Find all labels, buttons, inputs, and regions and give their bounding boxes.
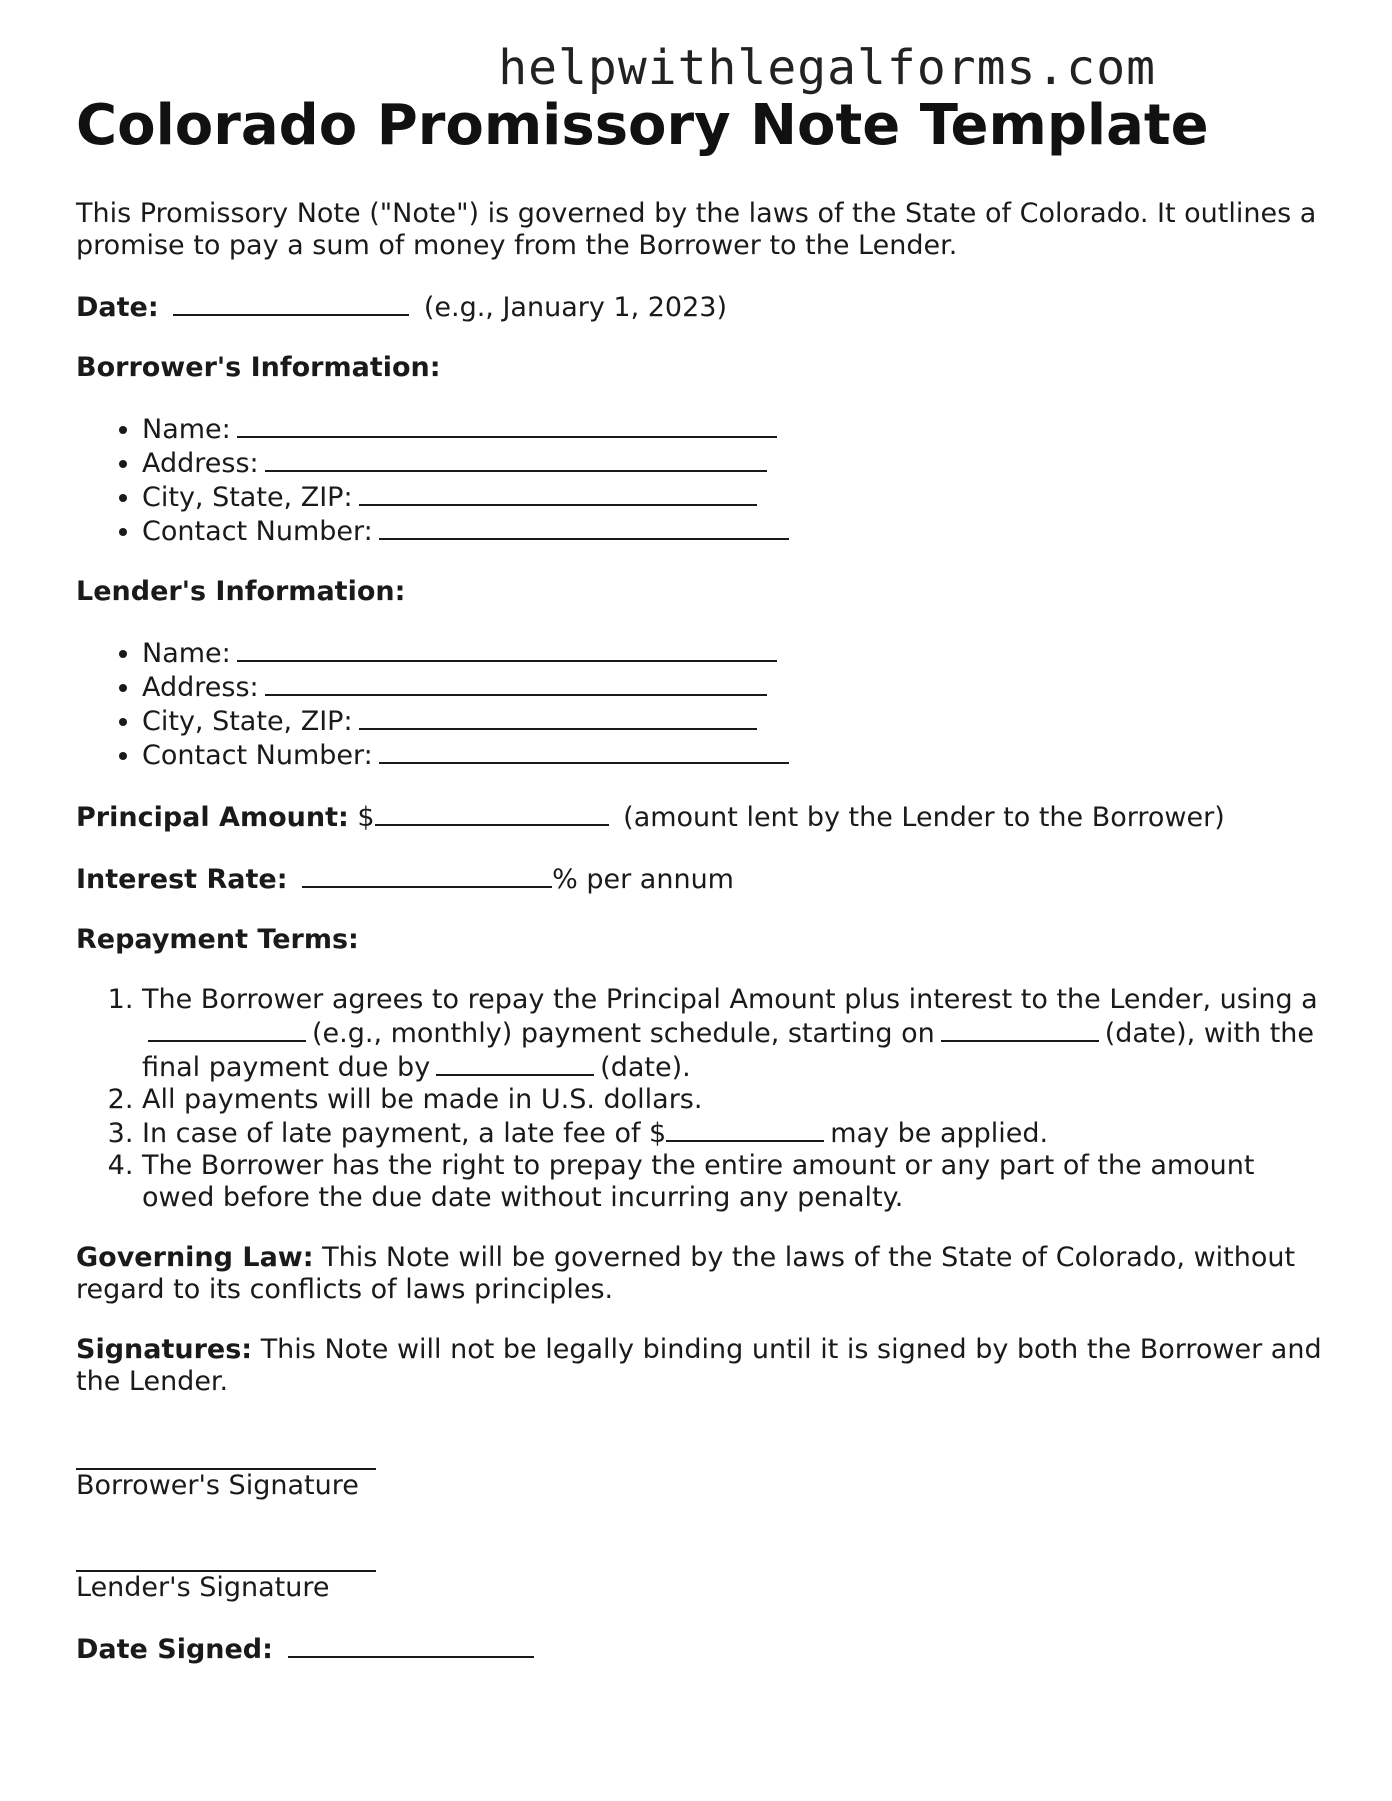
lender-address-item (142, 670, 1326, 704)
term1-text-a: The Borrower agrees to repay the Principal Amount plus interest to the Lender, using a (142, 984, 1318, 1015)
lender-address-label: Address: (142, 672, 259, 703)
principal-field[interactable] (375, 800, 609, 826)
repayment-term-2: 2. All payments will be made in U.S. dollars. (142, 1084, 1326, 1116)
final-date-field[interactable] (436, 1050, 594, 1076)
borrower-heading: Borrower's Information: (76, 352, 441, 383)
lender-city-label: City, State, ZIP: (142, 706, 353, 737)
borrower-fields (76, 412, 1326, 548)
repayment-term-1 (142, 984, 1326, 1084)
intro-paragraph: This Promissory Note ("Note") is governed by the laws of the State of Colorado. It outlines a promise to pay a sum of money from the Borrower to the Lender. (76, 198, 1317, 261)
borrower-name-item (142, 412, 1326, 446)
principal-line (76, 800, 1326, 834)
lender-heading: Lender's Information: (76, 576, 406, 607)
interest-field[interactable] (302, 862, 552, 888)
lender-signature-label: Lender's Signature (76, 1572, 330, 1603)
governing-law (76, 1242, 1326, 1306)
date-signed-label: Date Signed: (76, 1634, 273, 1665)
borrower-name-label: Name: (142, 414, 231, 445)
borrower-address-field[interactable] (265, 446, 767, 472)
lender-contact-label: Contact Number: (142, 740, 373, 771)
date-signed-line (76, 1632, 1326, 1666)
lender-name-item (142, 636, 1326, 670)
borrower-contact-label: Contact Number: (142, 516, 373, 547)
lender-contact-item (142, 738, 1326, 772)
borrower-contact-item (142, 514, 1326, 548)
borrower-city-label: City, State, ZIP: (142, 482, 353, 513)
date-hint: (e.g., January 1, 2023) (423, 292, 727, 323)
borrower-address-label: Address: (142, 448, 259, 479)
borrower-address-item (142, 446, 1326, 480)
principal-hint: (amount lent by the Lender to the Borrower) (623, 802, 1225, 833)
repayment-terms (76, 984, 1326, 1214)
borrower-city-field[interactable] (359, 480, 757, 506)
date-signed-field[interactable] (288, 1632, 534, 1658)
lender-contact-field[interactable] (379, 738, 789, 764)
term1-text-c: (date), with the final payment due by (142, 1018, 1315, 1083)
borrower-contact-field[interactable] (379, 514, 789, 540)
signatures-label: Signatures: (76, 1334, 253, 1365)
governing-law-text: This Note will be governed by the laws of the State of Colorado, without regard to its conflicts of laws principles. (76, 1242, 1296, 1305)
lender-city-item (142, 704, 1326, 738)
signatures-paragraph (76, 1334, 1326, 1398)
lender-name-field[interactable] (237, 636, 777, 662)
borrower-signature-line[interactable] (76, 1446, 376, 1470)
document-title: Colorado Promissory Note Template (76, 93, 1209, 158)
term1-text-b: (e.g., monthly) payment schedule, starting on (312, 1018, 935, 1049)
term1-text-d: (date). (600, 1052, 691, 1083)
late-fee-field[interactable] (666, 1116, 824, 1142)
lender-fields (76, 636, 1326, 772)
date-line (76, 290, 1326, 324)
borrower-city-item (142, 480, 1326, 514)
interest-label: Interest Rate: (76, 864, 288, 895)
signatures-text: This Note will not be legally binding until it is signed by both the Borrower and the Lender. (76, 1334, 1322, 1397)
signature-block (76, 1446, 1326, 1604)
lender-name-label: Name: (142, 638, 231, 669)
interest-suffix: % per annum (552, 864, 734, 895)
repayment-term-4: 4. The Borrower has the right to prepay the entire amount or any part of the amount owed before the due date without incurring any penalty. (142, 1150, 1326, 1214)
lender-address-field[interactable] (265, 670, 767, 696)
term3-text-a: In case of late payment, a late fee of $ (142, 1118, 667, 1149)
interest-line (76, 862, 1326, 896)
start-date-field[interactable] (941, 1016, 1099, 1042)
governing-law-label: Governing Law: (76, 1242, 314, 1273)
repayment-term-3 (142, 1116, 1326, 1150)
document-body (76, 198, 1326, 1694)
site-header: helpwithlegalforms.com (498, 40, 1156, 96)
lender-signature-line[interactable] (76, 1548, 376, 1572)
term3-text-b: may be applied. (830, 1118, 1049, 1149)
principal-prefix: $ (357, 802, 375, 833)
borrower-name-field[interactable] (237, 412, 777, 438)
principal-label: Principal Amount: (76, 802, 349, 833)
repayment-heading: Repayment Terms: (76, 924, 359, 955)
date-label: Date: (76, 292, 159, 323)
lender-city-field[interactable] (359, 704, 757, 730)
borrower-signature-label: Borrower's Signature (76, 1470, 359, 1501)
date-field[interactable] (173, 290, 409, 316)
schedule-field[interactable] (148, 1016, 306, 1042)
